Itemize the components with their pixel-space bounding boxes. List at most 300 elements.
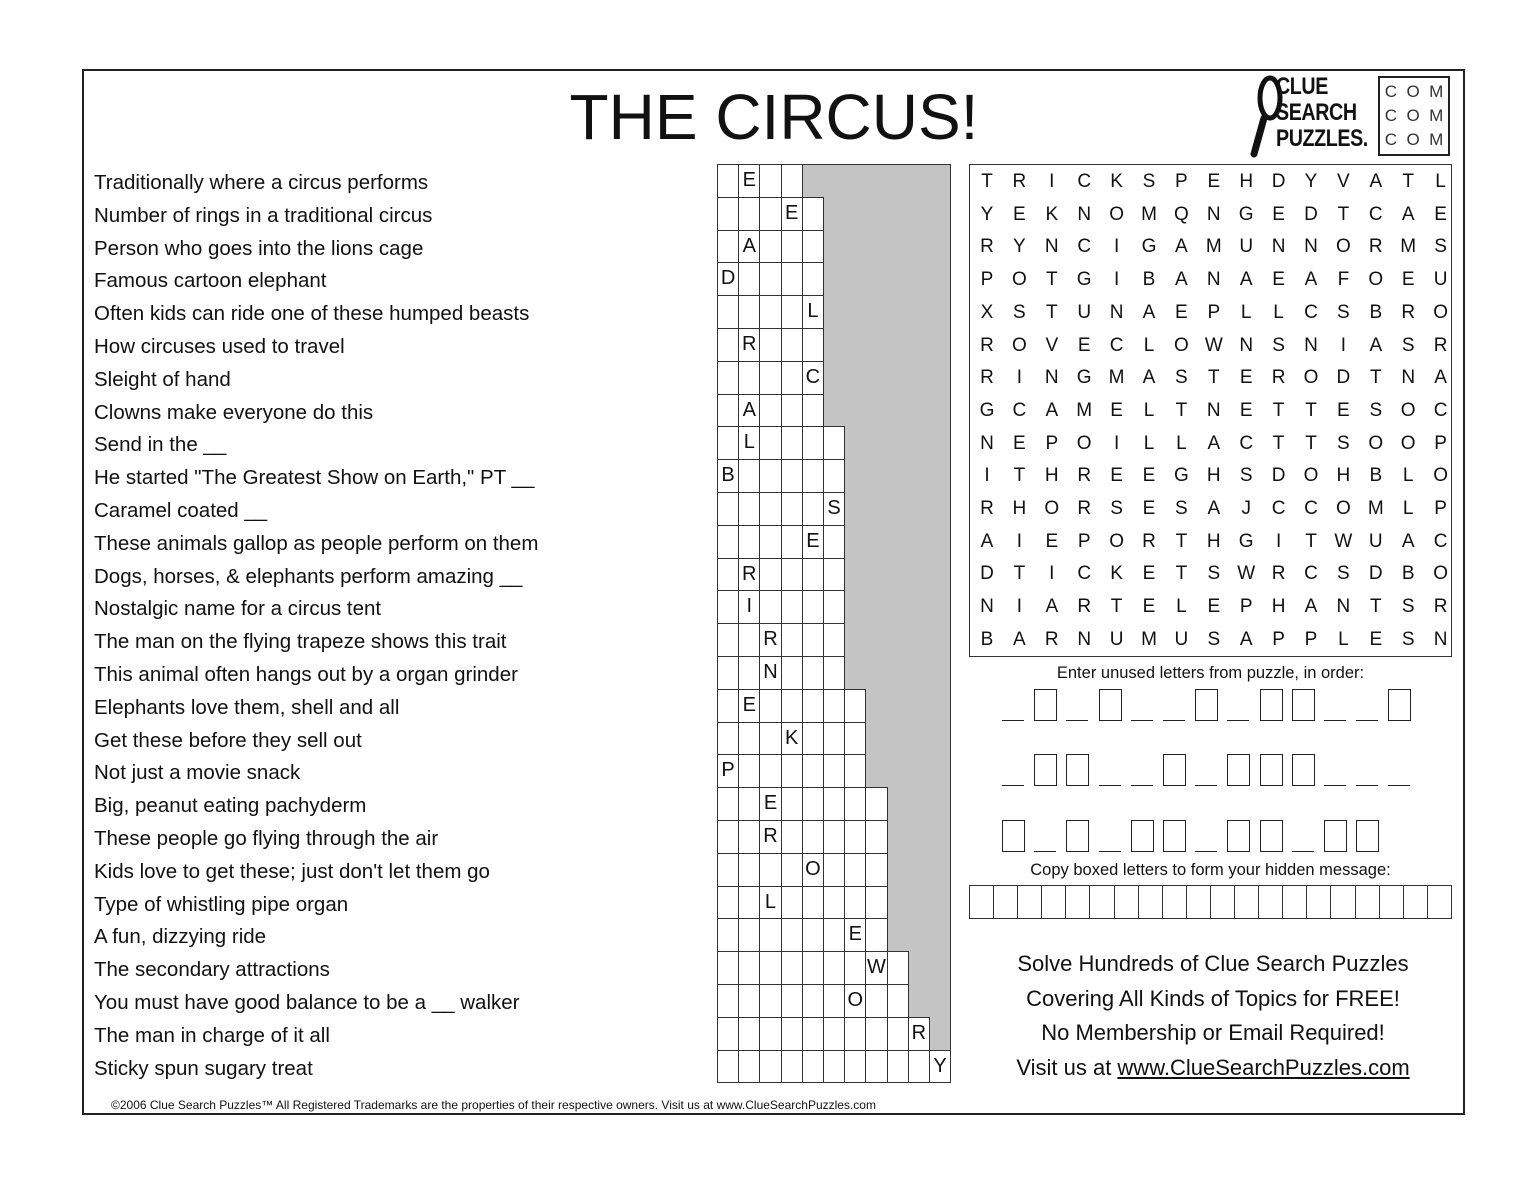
boxed-letter-slot[interactable]	[1292, 689, 1315, 721]
answer-cell[interactable]: W	[865, 951, 887, 985]
word-search-letter[interactable]: G	[1174, 465, 1189, 487]
answer-cell[interactable]	[823, 951, 845, 985]
answer-cell[interactable]	[738, 1050, 760, 1084]
answer-cell[interactable]	[823, 984, 845, 1018]
word-search-letter[interactable]: C	[1077, 236, 1092, 258]
letter-blank[interactable]	[1034, 851, 1056, 852]
word-search-letter[interactable]: L	[1176, 596, 1187, 618]
letter-blank[interactable]	[1292, 851, 1314, 852]
word-search-letter[interactable]: R	[980, 236, 994, 258]
word-search-letter[interactable]: T	[1305, 399, 1317, 421]
word-search-letter[interactable]: E	[1110, 399, 1123, 421]
word-search-letter[interactable]: N	[1433, 628, 1448, 650]
answer-cell[interactable]	[823, 787, 845, 821]
answer-cell[interactable]	[717, 984, 739, 1018]
word-search-letter[interactable]: R	[980, 498, 994, 519]
word-search-letter[interactable]: E	[1142, 596, 1156, 618]
message-letter-box[interactable]	[1331, 886, 1355, 918]
word-search-letter[interactable]: N	[1077, 203, 1092, 225]
word-search-letter[interactable]: R	[1077, 465, 1092, 487]
answer-cell[interactable]	[738, 197, 760, 231]
answer-cell[interactable]	[887, 951, 909, 985]
word-search-letter[interactable]: O	[1012, 269, 1027, 291]
word-search-letter[interactable]: T	[1272, 432, 1285, 454]
word-search-letter[interactable]: O	[1400, 399, 1416, 421]
answer-cell[interactable]	[781, 426, 803, 460]
word-search-letter[interactable]: S	[1337, 301, 1350, 323]
answer-cell[interactable]	[865, 820, 887, 854]
word-search-letter[interactable]: E	[1401, 269, 1415, 291]
answer-cell[interactable]	[717, 492, 739, 526]
answer-cell[interactable]	[865, 1050, 887, 1084]
word-search-letter[interactable]: P	[1434, 498, 1447, 519]
word-search-letter[interactable]: N	[980, 432, 994, 454]
answer-cell[interactable]	[781, 164, 803, 198]
boxed-letter-slot[interactable]	[1195, 689, 1218, 721]
word-search-letter[interactable]: N	[1401, 367, 1416, 389]
word-search-letter[interactable]: T	[1369, 596, 1382, 618]
answer-cell[interactable]: R	[759, 820, 781, 854]
word-search-letter[interactable]: E	[1013, 432, 1026, 454]
answer-cell[interactable]	[738, 525, 760, 559]
answer-cell[interactable]	[738, 492, 760, 526]
answer-cell[interactable]	[717, 558, 739, 592]
word-search-letter[interactable]: R	[980, 334, 994, 356]
answer-cell[interactable]	[844, 787, 866, 821]
word-search-letter[interactable]: H	[1206, 530, 1221, 552]
word-search-letter[interactable]: O	[1336, 498, 1351, 519]
letter-blank[interactable]	[1002, 785, 1024, 786]
word-search-letter[interactable]: B	[980, 628, 994, 650]
answer-cell[interactable]	[802, 197, 824, 231]
word-search-letter[interactable]: A	[1207, 432, 1221, 454]
word-search-letter[interactable]: P	[1207, 301, 1221, 323]
word-search-letter[interactable]: A	[1239, 269, 1253, 291]
word-search-letter[interactable]: A	[1142, 301, 1156, 323]
word-search-letter[interactable]: J	[1241, 498, 1251, 519]
message-letter-box[interactable]	[1307, 886, 1331, 918]
word-search-letter[interactable]: M	[1108, 367, 1125, 389]
answer-cell[interactable]	[802, 459, 824, 493]
message-letter-box[interactable]	[1380, 886, 1404, 918]
answer-cell[interactable]	[802, 426, 824, 460]
answer-cell[interactable]	[823, 853, 845, 887]
word-search-letter[interactable]: R	[1044, 628, 1059, 650]
answer-cell[interactable]	[759, 1017, 781, 1051]
answer-cell[interactable]	[823, 820, 845, 854]
word-search-letter[interactable]: M	[1141, 203, 1157, 225]
answer-cell[interactable]	[781, 853, 803, 887]
answer-cell[interactable]	[738, 295, 760, 329]
boxed-letter-slot[interactable]	[1099, 689, 1122, 721]
word-search-letter[interactable]: L	[1338, 628, 1349, 650]
answer-cell[interactable]	[738, 787, 760, 821]
word-search-letter[interactable]: N	[980, 596, 994, 618]
word-search-letter[interactable]: A	[980, 530, 994, 552]
answer-cell[interactable]	[759, 361, 781, 395]
word-search-letter[interactable]: S	[1272, 334, 1285, 356]
boxed-letter-slot[interactable]	[1163, 754, 1186, 786]
word-search-letter[interactable]: A	[1401, 203, 1415, 225]
word-search-letter[interactable]: E	[1207, 171, 1221, 192]
word-search-letter[interactable]: O	[1109, 203, 1124, 225]
message-letter-box[interactable]	[1283, 886, 1307, 918]
answer-cell[interactable]	[802, 492, 824, 526]
answer-cell[interactable]	[781, 951, 803, 985]
word-search-letter[interactable]: H	[1271, 596, 1286, 618]
word-search-letter[interactable]: Y	[1304, 171, 1318, 192]
word-search-letter[interactable]: S	[1434, 236, 1447, 258]
answer-cell[interactable]	[823, 525, 845, 559]
answer-cell[interactable]	[802, 689, 824, 723]
word-search-letter[interactable]: P	[1175, 171, 1188, 192]
answer-cell[interactable]	[802, 230, 824, 264]
word-search-letter[interactable]: N	[1271, 236, 1286, 258]
word-search-letter[interactable]: E	[1175, 301, 1188, 323]
answer-cell[interactable]	[759, 459, 781, 493]
word-search-letter[interactable]: O	[1368, 432, 1384, 454]
word-search-letter[interactable]: K	[1110, 171, 1123, 192]
word-search-letter[interactable]: P	[1239, 596, 1253, 618]
word-search-letter[interactable]: D	[1304, 203, 1318, 225]
answer-cell[interactable]	[823, 656, 845, 690]
answer-cell[interactable]	[887, 1017, 909, 1051]
answer-cell[interactable]: E	[781, 197, 803, 231]
word-search-letter[interactable]: A	[1207, 498, 1221, 519]
boxed-letter-slot[interactable]	[1066, 754, 1089, 786]
word-search-letter[interactable]: O	[1433, 465, 1448, 487]
word-search-letter[interactable]: C	[1304, 563, 1318, 585]
message-letter-box[interactable]	[1404, 886, 1428, 918]
word-search-letter[interactable]: G	[1238, 530, 1254, 552]
word-search-letter[interactable]: H	[1206, 465, 1221, 487]
answer-cell[interactable]	[717, 164, 739, 198]
answer-cell[interactable]	[738, 820, 760, 854]
answer-cell[interactable]	[802, 656, 824, 690]
word-search-letter[interactable]: O	[1336, 236, 1351, 258]
word-search-letter[interactable]: N	[1304, 334, 1318, 356]
answer-cell[interactable]	[717, 230, 739, 264]
answer-cell[interactable]	[802, 886, 824, 920]
word-search-letter[interactable]: S	[1239, 465, 1253, 487]
answer-cell[interactable]	[717, 295, 739, 329]
boxed-letter-slot[interactable]	[1131, 820, 1154, 852]
word-search-letter[interactable]: M	[1367, 498, 1384, 519]
word-search-letter[interactable]: N	[1206, 203, 1221, 225]
answer-cell[interactable]: R	[908, 1017, 930, 1051]
answer-cell[interactable]	[759, 951, 781, 985]
word-search-letter[interactable]: P	[1045, 432, 1059, 454]
word-search-letter[interactable]: S	[1401, 596, 1415, 618]
word-search-letter[interactable]: N	[1239, 334, 1254, 356]
answer-cell[interactable]	[781, 1050, 803, 1084]
word-search-letter[interactable]: R	[1012, 171, 1027, 192]
boxed-letter-slot[interactable]	[1227, 754, 1250, 786]
word-search-letter[interactable]: T	[1272, 399, 1285, 421]
word-search-letter[interactable]: N	[1206, 399, 1221, 421]
answer-cell[interactable]	[738, 361, 760, 395]
answer-cell[interactable]	[759, 230, 781, 264]
word-search-letter[interactable]: S	[1013, 301, 1026, 323]
answer-cell[interactable]	[865, 853, 887, 887]
answer-cell[interactable]	[738, 754, 760, 788]
word-search-letter[interactable]: T	[1045, 301, 1058, 323]
answer-cell[interactable]	[738, 886, 760, 920]
word-search-letter[interactable]: A	[1175, 269, 1188, 291]
word-search-letter[interactable]: T	[1369, 367, 1382, 389]
message-letter-box[interactable]	[1115, 886, 1139, 918]
answer-cell[interactable]	[823, 558, 845, 592]
answer-cell[interactable]	[781, 361, 803, 395]
word-search-letter[interactable]: O	[1012, 334, 1027, 356]
answer-cell[interactable]	[781, 295, 803, 329]
answer-cell[interactable]	[802, 787, 824, 821]
word-search-letter[interactable]: L	[1273, 301, 1284, 323]
message-letter-box[interactable]	[1428, 886, 1451, 918]
answer-cell[interactable]	[781, 984, 803, 1018]
answer-cell[interactable]	[802, 262, 824, 296]
answer-cell[interactable]	[717, 328, 739, 362]
answer-cell[interactable]	[717, 1050, 739, 1084]
word-search-letter[interactable]: C	[1304, 498, 1318, 519]
word-search-letter[interactable]: I	[1113, 269, 1120, 291]
answer-cell[interactable]: K	[781, 722, 803, 756]
word-search-letter[interactable]: B	[1401, 563, 1415, 585]
answer-cell[interactable]: O	[802, 853, 824, 887]
answer-cell[interactable]	[781, 558, 803, 592]
answer-cell[interactable]	[908, 1050, 930, 1084]
answer-cell[interactable]	[802, 918, 824, 952]
answer-cell[interactable]	[844, 1050, 866, 1084]
answer-cell[interactable]	[865, 1017, 887, 1051]
word-search-letter[interactable]: U	[1368, 530, 1383, 552]
answer-cell[interactable]: L	[802, 295, 824, 329]
word-search-letter[interactable]: S	[1175, 498, 1188, 519]
letter-blank[interactable]	[1356, 785, 1378, 786]
word-search-letter[interactable]: E	[1207, 596, 1221, 618]
boxed-letter-slot[interactable]	[1356, 820, 1379, 852]
answer-cell[interactable]	[717, 918, 739, 952]
word-search-letter[interactable]: E	[1272, 203, 1285, 225]
answer-cell[interactable]: B	[717, 459, 739, 493]
answer-cell[interactable]	[738, 984, 760, 1018]
boxed-letter-slot[interactable]	[1292, 754, 1315, 786]
answer-cell[interactable]	[823, 689, 845, 723]
word-search-letter[interactable]: E	[1110, 465, 1123, 487]
word-search-letter[interactable]: A	[1304, 269, 1318, 291]
word-search-letter[interactable]: O	[1076, 432, 1092, 454]
answer-cell[interactable]	[844, 951, 866, 985]
answer-cell[interactable]	[759, 754, 781, 788]
word-search-letter[interactable]: R	[1433, 596, 1448, 618]
message-letter-box[interactable]	[1090, 886, 1114, 918]
answer-cell[interactable]	[738, 853, 760, 887]
word-search-letter[interactable]: U	[1109, 628, 1124, 650]
message-letter-box[interactable]	[970, 886, 994, 918]
word-search-letter[interactable]: A	[1013, 628, 1026, 650]
answer-cell[interactable]: P	[717, 754, 739, 788]
answer-cell[interactable]	[844, 853, 866, 887]
answer-cell[interactable]	[781, 459, 803, 493]
word-search-letter[interactable]: T	[1175, 399, 1188, 421]
word-search-letter[interactable]: G	[1141, 236, 1157, 258]
letter-blank[interactable]	[1002, 720, 1024, 721]
word-search-letter[interactable]: S	[1110, 498, 1123, 519]
word-search-letter[interactable]: U	[1077, 301, 1092, 323]
boxed-letter-slot[interactable]	[1034, 689, 1057, 721]
answer-cell[interactable]	[865, 787, 887, 821]
word-search-letter[interactable]: E	[1337, 399, 1350, 421]
word-search-letter[interactable]: N	[1044, 367, 1059, 389]
word-search-letter[interactable]: L	[1240, 301, 1252, 323]
boxed-letter-slot[interactable]	[1002, 820, 1025, 852]
answer-cell[interactable]	[759, 426, 781, 460]
answer-cell[interactable]	[759, 984, 781, 1018]
message-letter-box[interactable]	[1235, 886, 1259, 918]
word-search-letter[interactable]: I	[1016, 367, 1023, 389]
answer-cell[interactable]	[823, 459, 845, 493]
word-search-letter[interactable]: T	[1337, 203, 1350, 225]
answer-cell[interactable]	[802, 984, 824, 1018]
word-search-letter[interactable]: O	[1044, 498, 1060, 519]
word-search-letter[interactable]: R	[1271, 563, 1286, 585]
answer-cell[interactable]	[823, 722, 845, 756]
word-search-letter[interactable]: D	[1271, 171, 1286, 192]
word-search-letter[interactable]: O	[1303, 367, 1319, 389]
answer-cell[interactable]	[781, 590, 803, 624]
word-search-letter[interactable]: L	[1176, 432, 1187, 454]
word-search-letter[interactable]: N	[1109, 301, 1124, 323]
word-search-letter[interactable]: C	[1012, 399, 1027, 421]
message-letter-box[interactable]	[1066, 886, 1090, 918]
answer-cell[interactable]	[887, 984, 909, 1018]
word-search-letter[interactable]: C	[1304, 301, 1318, 323]
word-search-letter[interactable]: E	[1077, 334, 1091, 356]
answer-cell[interactable]	[738, 656, 760, 690]
word-search-letter[interactable]: L	[1402, 465, 1414, 487]
answer-cell[interactable]	[759, 689, 781, 723]
word-search-letter[interactable]: N	[1044, 236, 1059, 258]
answer-cell[interactable]	[781, 623, 803, 657]
answer-cell[interactable]	[738, 722, 760, 756]
answer-cell[interactable]	[717, 656, 739, 690]
word-search-letter[interactable]: S	[1401, 628, 1415, 650]
word-search-letter[interactable]: A	[1239, 628, 1253, 650]
answer-cell[interactable]	[717, 820, 739, 854]
word-search-letter[interactable]: D	[1271, 465, 1286, 487]
word-search-letter[interactable]: U	[1239, 236, 1254, 258]
word-search-letter[interactable]: I	[1113, 236, 1120, 258]
answer-cell[interactable]	[781, 689, 803, 723]
answer-cell[interactable]	[865, 984, 887, 1018]
word-search-letter[interactable]: Y	[980, 203, 994, 225]
answer-cell[interactable]	[823, 426, 845, 460]
answer-cell[interactable]	[759, 1050, 781, 1084]
answer-cell[interactable]	[781, 886, 803, 920]
answer-cell[interactable]: E	[844, 918, 866, 952]
answer-cell[interactable]: C	[802, 361, 824, 395]
word-search-letter[interactable]: L	[1402, 498, 1414, 519]
boxed-letter-slot[interactable]	[1227, 820, 1250, 852]
word-search-letter[interactable]: A	[1045, 596, 1059, 618]
word-search-letter[interactable]: H	[1336, 465, 1351, 487]
word-search-letter[interactable]: P	[1434, 432, 1447, 454]
answer-cell[interactable]	[823, 623, 845, 657]
word-search-letter[interactable]: O	[1174, 334, 1189, 356]
word-search-letter[interactable]: Q	[1174, 203, 1189, 225]
word-search-letter[interactable]: A	[1045, 399, 1059, 421]
answer-cell[interactable]	[844, 820, 866, 854]
answer-cell[interactable]	[802, 1050, 824, 1084]
answer-cell[interactable]	[865, 918, 887, 952]
answer-cell[interactable]	[717, 689, 739, 723]
word-search-letter[interactable]: W	[1204, 334, 1223, 356]
word-search-letter[interactable]: U	[1433, 269, 1448, 291]
answer-cell[interactable]	[781, 1017, 803, 1051]
word-search-letter[interactable]: W	[1334, 530, 1353, 552]
word-search-letter[interactable]: S	[1142, 171, 1156, 192]
answer-cell[interactable]	[717, 361, 739, 395]
answer-cell[interactable]: D	[717, 262, 739, 296]
answer-cell[interactable]: L	[759, 886, 781, 920]
answer-cell[interactable]	[844, 754, 866, 788]
word-search-letter[interactable]: P	[980, 269, 994, 291]
answer-cell[interactable]	[738, 262, 760, 296]
answer-cell[interactable]	[759, 918, 781, 952]
word-search-letter[interactable]: A	[1401, 530, 1415, 552]
word-search-letter[interactable]: L	[1143, 334, 1155, 356]
word-search-letter[interactable]: I	[1049, 563, 1055, 585]
word-search-letter[interactable]: Y	[1013, 236, 1026, 258]
boxed-letter-slot[interactable]	[1324, 820, 1347, 852]
answer-cell[interactable]	[844, 1017, 866, 1051]
message-letter-box[interactable]	[1042, 886, 1066, 918]
answer-cell[interactable]	[887, 1050, 909, 1084]
word-search-letter[interactable]: H	[1239, 171, 1254, 192]
word-search-letter[interactable]: M	[1205, 236, 1222, 258]
word-search-letter[interactable]: S	[1337, 563, 1350, 585]
word-search-letter[interactable]: I	[1113, 432, 1120, 454]
word-search-letter[interactable]: O	[1433, 301, 1448, 323]
word-search-letter[interactable]: G	[979, 399, 995, 421]
answer-cell[interactable]	[738, 459, 760, 493]
answer-cell[interactable]	[823, 1017, 845, 1051]
answer-cell[interactable]	[759, 164, 781, 198]
word-search-letter[interactable]: B	[1369, 465, 1383, 487]
word-search-letter[interactable]: E	[1045, 530, 1059, 552]
letter-blank[interactable]	[1131, 785, 1153, 786]
answer-cell[interactable]	[717, 886, 739, 920]
answer-cell[interactable]	[759, 328, 781, 362]
message-letter-box[interactable]	[1356, 886, 1380, 918]
answer-cell[interactable]	[781, 262, 803, 296]
answer-cell[interactable]: N	[759, 656, 781, 690]
word-search-letter[interactable]: C	[1077, 171, 1092, 192]
word-search-letter[interactable]: E	[1272, 269, 1285, 291]
word-search-letter[interactable]: R	[1433, 334, 1448, 356]
word-search-letter[interactable]: N	[1206, 269, 1221, 291]
letter-blank[interactable]	[1099, 851, 1121, 852]
word-search-letter[interactable]: N	[1336, 596, 1351, 618]
word-search-letter[interactable]: P	[1272, 628, 1285, 650]
answer-cell[interactable]	[717, 623, 739, 657]
answer-cell[interactable]	[717, 853, 739, 887]
boxed-letter-slot[interactable]	[1260, 820, 1283, 852]
word-search-letter[interactable]: G	[1076, 269, 1092, 291]
word-search-letter[interactable]: G	[1076, 367, 1092, 389]
word-search-letter[interactable]: M	[1400, 236, 1417, 258]
word-search-letter[interactable]: O	[1303, 465, 1319, 487]
